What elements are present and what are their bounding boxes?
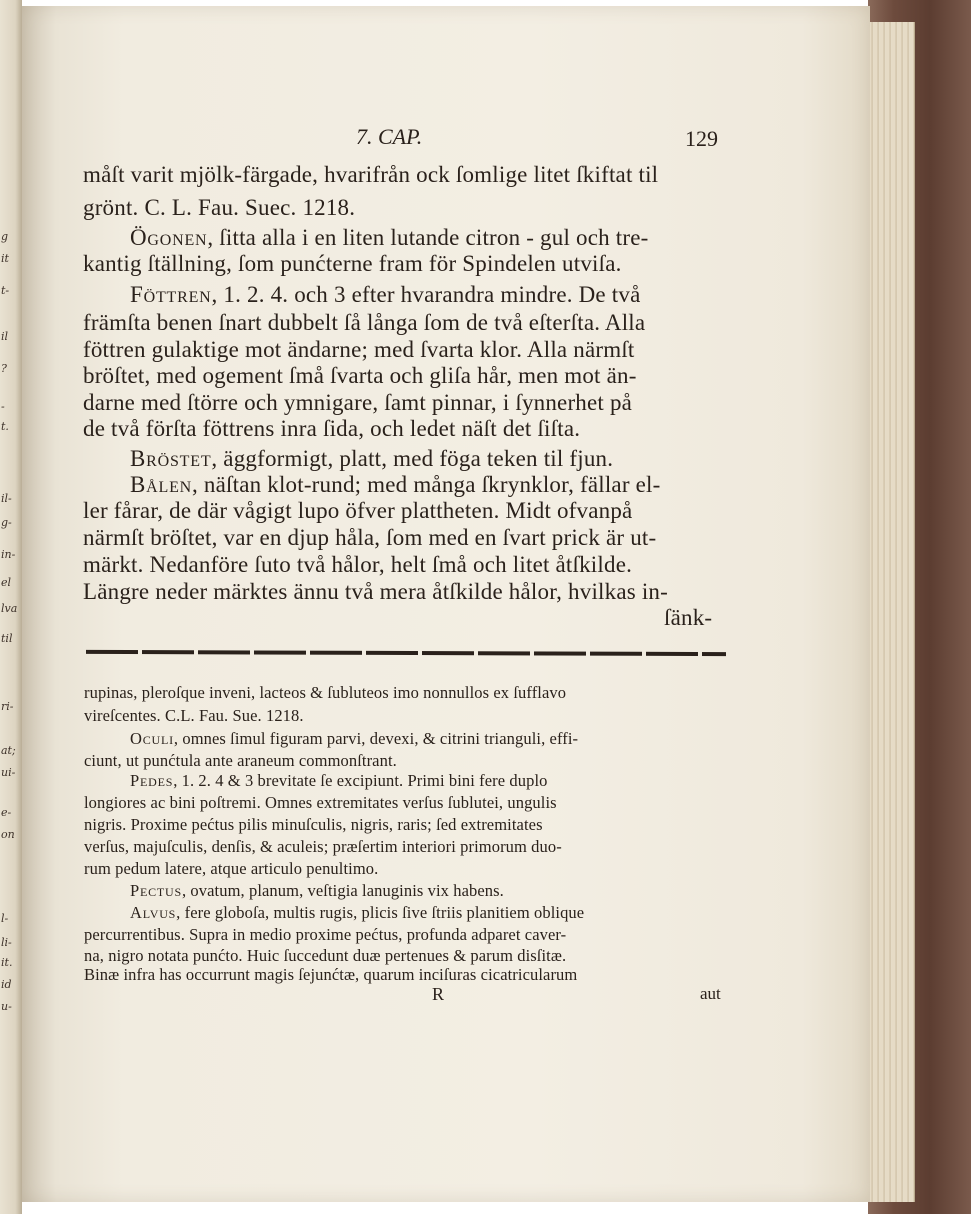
latin-line: rum pedum latere, atque articulo penultimo. xyxy=(84,859,379,878)
swedish-line: Längre neder märktes ännu två mera åtſkilde hålor, hvilkas in- xyxy=(83,579,668,604)
facing-page-fragment: il- xyxy=(1,492,12,505)
section-heading: Ögonen xyxy=(130,225,208,250)
section-heading: Föttren xyxy=(130,282,212,307)
catchword: ſänk- xyxy=(664,605,713,630)
section-heading: Bröstet xyxy=(130,446,212,471)
swedish-paragraph-ogonen: Ögonen, ſitta alla i en liten lutande citron - gul och tre- xyxy=(130,225,649,250)
section-heading: Alvus xyxy=(130,903,177,922)
swedish-line: darne med ſtörre och ymnigare, ſamt pinnar, i ſynnerhet på xyxy=(83,390,633,415)
swedish-line: närmſt bröſtet, var en djup håla, ſom med en ſvart prick är ut- xyxy=(83,525,657,550)
latin-line: Binæ infra has occurrunt magis ſejunćtæ, quarum inciſuras cicatricularum xyxy=(84,965,578,984)
latin-paragraph-oculi: Oculi, omnes ſimul figuram parvi, devexi, & citrini trianguli, effi- xyxy=(130,729,579,748)
facing-page-fragment: l- xyxy=(1,912,9,925)
latin-line: vireſcentes. C.L. Fau. Sue. 1218. xyxy=(84,706,304,725)
swedish-line: kantig ſtällning, ſom punćterne fram för Spindelen utviſa. xyxy=(83,251,622,276)
latin-line: rupinas, pleroſque inveni, lacteos & ſubluteos imo nonnullos ex ſufflavo xyxy=(84,683,567,702)
facing-page-fragment: - xyxy=(1,400,5,413)
facing-page-fragment: e- xyxy=(1,806,12,819)
latin-line: ciunt, ut punćtula ante araneum commonſtrant. xyxy=(84,751,397,770)
chapter-heading: 7. CAP. xyxy=(356,124,423,149)
facing-page-fragment: t. xyxy=(1,420,9,433)
facing-page-fragment: il xyxy=(1,330,9,343)
latin-line: longiores ac bini poſtremi. Omnes extremitates verſus ſublutei, ungulis xyxy=(84,793,557,812)
facing-page-fragment: g- xyxy=(1,516,12,529)
signature-mark: R xyxy=(432,984,445,1004)
section-heading: Oculi xyxy=(130,729,174,748)
swedish-line: märkt. Nedanföre ſuto två hålor, helt ſmå och litet åtſkilde. xyxy=(83,552,633,577)
facing-page-edge xyxy=(0,0,22,1214)
section-heading: Pectus xyxy=(130,881,182,900)
swedish-paragraph-fottren: Föttren, 1. 2. 4. och 3 efter hvarandra mindre. De två xyxy=(130,282,641,307)
facing-page-fragment: in- xyxy=(1,548,16,561)
latin-line: percurrentibus. Supra in medio proxime pećtus, profunda adparet caver- xyxy=(84,925,567,944)
latin-line: nigris. Proxime pećtus pilis minuſculis, nigris, raris; ſed extremitates xyxy=(84,815,543,834)
swedish-line: de två förſta föttrens inra ſida, och ledet näſt det ſiſta. xyxy=(83,416,581,441)
facing-page-fragment: it xyxy=(1,252,9,265)
facing-page-fragment: li- xyxy=(1,936,12,949)
facing-page-fragment: it. xyxy=(1,956,13,969)
swedish-line: ler fårar, de där vågigt lupo öfver plattheten. Midt ofvanpå xyxy=(83,498,633,523)
latin-paragraph-pectus: Pectus, ovatum, planum, veſtigia lanuginis vix habens. xyxy=(130,881,504,900)
swedish-line: grönt. C. L. Fau. Suec. 1218. xyxy=(83,195,356,220)
facing-page-fragment: til xyxy=(1,632,13,645)
facing-page-fragment: at; xyxy=(1,744,16,757)
facing-page-fragment: lva xyxy=(1,602,18,615)
latin-paragraph-pedes: Pedes, 1. 2. 4 & 3 brevitate ſe excipiunt. Primi bini fere duplo xyxy=(130,771,548,790)
facing-page-fragment: u- xyxy=(1,1000,12,1013)
facing-page-fragment: g xyxy=(1,230,9,243)
facing-page-fragment: on xyxy=(1,828,15,841)
facing-page-fragment: t- xyxy=(1,284,10,297)
page-number: 129 xyxy=(685,126,718,151)
facing-page-fragment: ri- xyxy=(1,700,14,713)
latin-line: verſus, majuſculis, denſis, & aculeis; præſertim interiori primorum duo- xyxy=(84,837,562,856)
swedish-line: främſta benen ſnart dubbelt ſå långa ſom de två eſterſta. Alla xyxy=(83,310,646,335)
swedish-paragraph-balen: Bålen, näſtan klot-rund; med många ſkrynklor, fällar el- xyxy=(130,472,661,497)
facing-page-fragment: el xyxy=(1,576,12,589)
swedish-line: bröſtet, med ogement ſmå ſvarta och gliſa hår, men mot än- xyxy=(83,363,637,388)
latin-line: na, nigro notata punćto. Huic ſuccedunt duæ pertenues & parum disſitæ. xyxy=(84,946,567,965)
facing-page-fragment: ui- xyxy=(1,766,16,779)
section-heading: Pedes xyxy=(130,771,174,790)
latin-paragraph-alvus: Alvus, fere globoſa, multis rugis, plicis ſive ſtriis planitiem oblique xyxy=(130,903,585,922)
section-heading: Bålen xyxy=(130,472,192,497)
swedish-paragraph-brostet: Bröstet, äggformigt, platt, med föga teken til fjun. xyxy=(130,446,614,471)
catchword: aut xyxy=(700,984,721,1003)
swedish-line: måſt varit mjölk-färgade, hvarifrån ock ſomlige litet ſkiftat til xyxy=(83,162,659,187)
facing-page-fragment: id xyxy=(1,978,12,991)
swedish-line: föttren gulaktige mot ändarne; med ſvarta klor. Alla närmſt xyxy=(83,337,635,362)
facing-page-fragment: ? xyxy=(1,362,7,375)
